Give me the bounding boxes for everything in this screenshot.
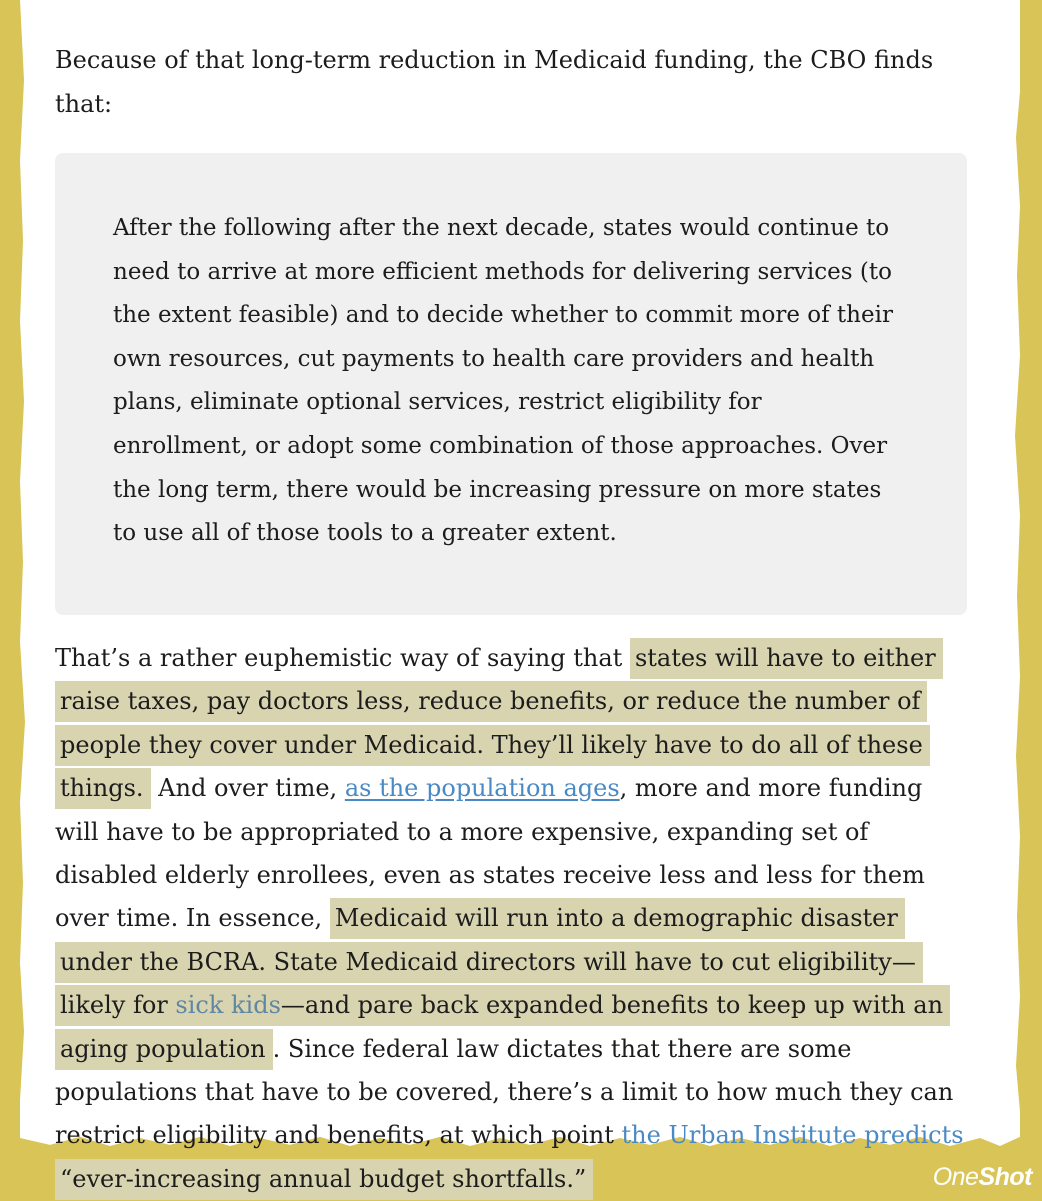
highlight-budget-shortfalls: “ever-increasing annual budget shortfalls.” bbox=[55, 1159, 593, 1200]
analysis-paragraph bbox=[55, 637, 967, 1201]
link-population-ages[interactable]: as the population ages bbox=[344, 774, 620, 803]
highlight-states-will-have-to: states will have to either raise taxes, pay doctors less, reduce benefits, or reduce the number of people they cover under Medicaid. They’ll likely have to do all of these things. bbox=[55, 638, 943, 809]
text-run: , more and more funding will have to be appropriated to a more expensive, expanding set of disabled elderly enrollees, even as states receive less and less for them over time. In essence, bbox=[55, 774, 925, 933]
blockquote bbox=[55, 153, 967, 615]
highlight-text: Medicaid will run into a demographic disaster under the BCRA. State Medicaid directors will have to cut eligibility—likely for bbox=[60, 904, 916, 1020]
text-run: And over time, bbox=[150, 774, 345, 803]
highlight-text: —and pare back expanded benefits to keep up with an aging population bbox=[60, 991, 944, 1063]
oneshot-logo bbox=[933, 1163, 1032, 1192]
text-run: That’s a rather euphemistic way of saying that bbox=[55, 644, 630, 672]
link-sick-kids[interactable]: sick kids bbox=[175, 991, 281, 1020]
blockquote-text: After the following after the next decade, states would continue to need to arrive at more efficient methods for delivering services (to the extent feasible) and to decide whether to commit more of their own resources, cut payments to health care providers and health plans, eliminate optional services, restrict eligibility for enrollment, or adopt some combination of those approaches. Over the long term, there would be increasing pressure on more states to use all of those tools to a greater extent. bbox=[113, 215, 893, 547]
logo-part-shot: Shot bbox=[978, 1163, 1032, 1191]
link-urban-institute[interactable]: the Urban Institute predicts bbox=[621, 1121, 964, 1150]
intro-paragraph: Because of that long-term reduction in Medicaid funding, the CBO finds that: bbox=[55, 46, 934, 118]
text-run: . Since federal law dictates that there are some populations that have to be covered, there’s a limit to how much they can restrict eligibility and benefits, at which point bbox=[55, 1034, 954, 1150]
article-body bbox=[55, 38, 970, 1201]
logo-part-one: One bbox=[932, 1163, 979, 1191]
